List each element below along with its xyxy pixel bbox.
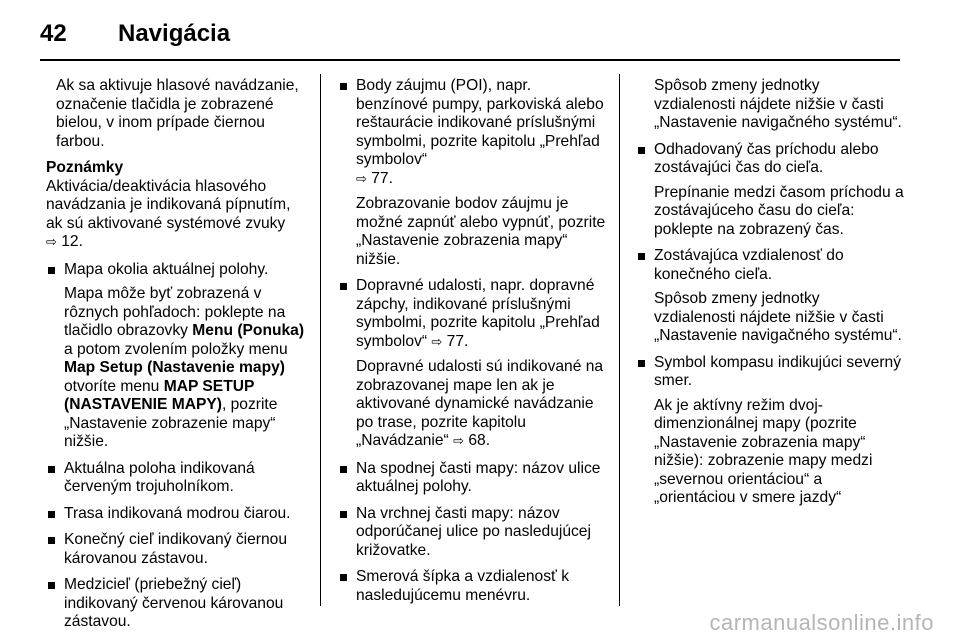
list-item: Symbol kompasu indikujúci severný smer. Ak je aktívny režim dvoj-dimenzionálnej mapy (pozrite „Nastavenie zobrazenia mapy“ nižšie): zobrazenie mapy medzi „severnou orientáciou“ a „orientáciou v smere jazdy“ xyxy=(636,354,904,508)
ref-arrow-icon: ⇨ xyxy=(46,235,57,250)
map-setup-caps-ref: MAP SETUP (NASTAVENIE MAPY) xyxy=(64,377,255,413)
page-title: Navigácia xyxy=(118,20,231,47)
bullet-square-icon xyxy=(48,582,55,589)
header-rule xyxy=(40,59,900,61)
bullet-square-icon xyxy=(340,466,347,473)
list-item: Body záujmu (POI), napr. benzínové pumpy, parkoviská alebo reštaurácie indikované príslušnými symbolmi, pozrite kapitolu „Prehľad symbolov“ ⇨ 77. Zobrazovanie bodov záujmu je možné zapnúť alebo vypnúť, pozrite „Nastavenie zobrazenia mapy“ nižšie. xyxy=(338,77,606,269)
list-item: Aktuálna poloha indikovaná červeným trojuholníkom. xyxy=(46,460,308,497)
bullet-square-icon xyxy=(638,253,645,260)
column-3: Spôsob zmeny jednotky vzdialenosti nájdete nižšie v časti „Nastavenie navigačného systému“. Odhadovaný čas príchodu alebo zostávajúci čas do cieľa. Prepínanie medzi časom príchodu a zostávajúceho času do cieľa: poklepte na zobrazený čas. Zostávajúca vzdialenosť do konečného cieľa. Spôsob zmeny jednotky vzdialenosti nájdete nižšie v časti „Nastavenie navigačného systému“. Symbol kompasu indikujúci severný smer. Ak je aktívny režim dvoj-dimenzionálnej mapy (pozrite „Nastavenie zobrazenia mapy“ nižšie): zobrazenie mapy medzi „severnou orientáciou“ a „orientáciou v smere jazdy“ xyxy=(636,77,904,508)
list-item: Zostávajúca vzdialenosť do konečného cieľa. Spôsob zmeny jednotky vzdialenosti nájdete nižšie v časti „Nastavenie navigačného systému“. xyxy=(636,247,904,346)
column-divider-1 xyxy=(320,74,321,606)
menu-button-ref: Menu (Ponuka) xyxy=(192,322,305,339)
list-item: Dopravné udalosti, napr. dopravné zápchy, indikované príslušnými symbolmi, pozrite kapitolu „Prehľad symbolov“ ⇨ 77. Dopravné udalosti sú indikované na zobrazovanej mape len ak je aktivované dynamické navádzanie po trase, pozrite kapitolu „Navádzanie“ ⇨ 68. xyxy=(338,277,606,452)
bullet-square-icon xyxy=(48,537,55,544)
watermark-footer: carmanualsonline.info xyxy=(709,610,934,635)
intro-paragraph: Ak sa aktivuje hlasové navádzanie, označenie tlačidla je zobrazené bielou, v inom prípade čiernou farbou. xyxy=(56,77,299,150)
list-item: Mapa okolia aktuálnej polohy. Mapa môže byť zobrazená v rôznych pohľadoch: poklepte na tlačidlo obrazovky Menu (Ponuka) a potom zvolením položky menu Map Setup (Nastavenie mapy) otvoríte menu MAP SETUP (NASTAVENIE MAPY), pozrite „Nastavenie zobrazenie mapy“ nižšie. xyxy=(46,261,308,452)
list-item: Konečný cieľ indikovaný čiernou károvanou zástavou. xyxy=(46,531,308,568)
ref-arrow-icon: ⇨ xyxy=(431,334,443,350)
column-2 xyxy=(338,77,606,605)
list-item: Trasa indikovaná modrou čiarou. xyxy=(46,505,308,524)
bullet-square-icon xyxy=(340,83,347,90)
bullet-square-icon xyxy=(340,283,347,290)
bullet-square-icon xyxy=(48,466,55,473)
map-view-paragraph: Mapa môže byť zobrazená v rôznych pohľadoch: poklepte na tlačidlo obrazovky Menu (Ponuka) a potom zvolením položky menu Map Setup (Nastavenie mapy) otvoríte menu MAP SETUP (NASTAVENIE MAPY), pozrite „Nastavenie zobrazenie mapy“ nižšie. xyxy=(64,285,305,450)
list-item: Odhadovaný čas príchodu alebo zostávajúci čas do cieľa. Prepínanie medzi časom príchodu a zostávajúceho času do cieľa: poklepte na zobrazený čas. xyxy=(636,141,904,240)
list-item: Na vrchnej časti mapy: názov odporúčanej ulice po nasledujúcej križovatke. xyxy=(338,505,606,561)
bullet-square-icon xyxy=(340,574,347,581)
list-item: Medzicieľ (priebežný cieľ) indikovaný červenou károvanou zástavou. xyxy=(46,576,308,632)
list-item: Smerová šípka a vzdialenosť k nasledujúcemu menévru. xyxy=(338,568,606,605)
bullet-square-icon xyxy=(638,147,645,154)
page-number: 42 xyxy=(40,20,67,47)
bullet-square-icon xyxy=(48,511,55,518)
bullet-square-icon xyxy=(638,360,645,367)
note-title: Poznámky xyxy=(46,159,124,176)
ref-arrow-icon: ⇨ xyxy=(453,434,464,449)
bullet-square-icon xyxy=(340,511,347,518)
ref-arrow-icon: ⇨ xyxy=(356,171,367,187)
column-1 xyxy=(46,77,308,632)
list-item: Na spodnej časti mapy: názov ulice aktuálnej polohy. xyxy=(338,460,606,497)
note-text: Aktivácia/deaktivácia hlasového navádzania je indikovaná pípnutím, ak sú aktivované systémové zvuky ⇨ 12. xyxy=(46,177,291,250)
map-setup-ref: Map Setup (Nastavenie mapy) xyxy=(64,359,285,376)
bullet-square-icon xyxy=(48,267,55,274)
column-divider-2 xyxy=(619,74,620,606)
